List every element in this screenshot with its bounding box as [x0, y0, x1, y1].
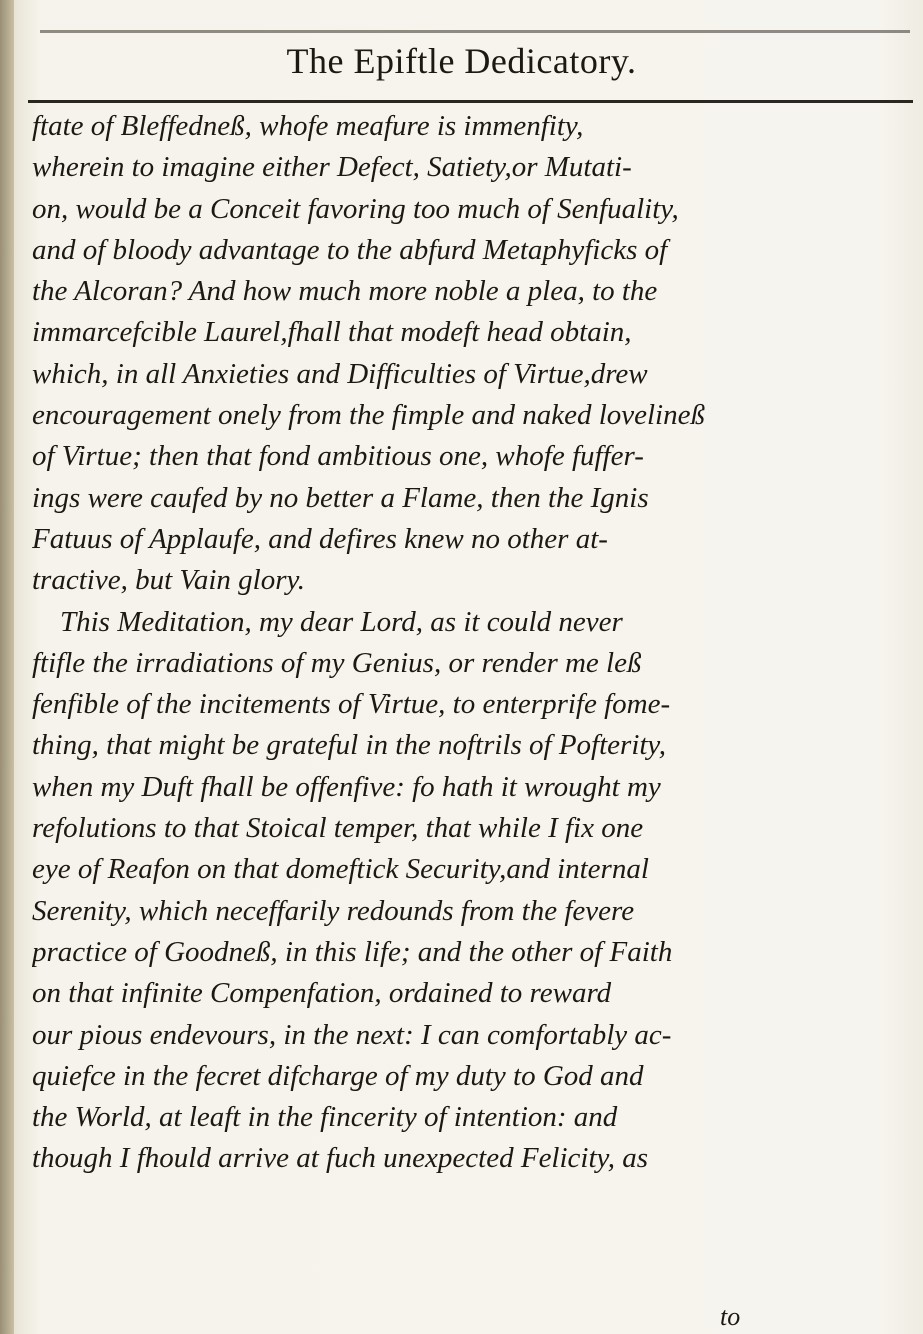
- text-line: encouragement onely from the fimple and naked lovelineß: [32, 399, 705, 432]
- text-line: practice of Goodneß, in this life; and the other of Faith: [32, 935, 673, 968]
- text-line: quiefce in the fecret difcharge of my duty to God and: [32, 1059, 644, 1092]
- book-binding-edge: [0, 0, 14, 1334]
- text-line: and of bloody advantage to the abfurd Metaphyficks of: [32, 233, 668, 266]
- text-line: ftate of Bleffedneß, whofe meafure is immenfity,: [32, 110, 584, 142]
- text-line: when my Duft fhall be offenfive: fo hath it wrought my: [32, 770, 661, 803]
- text-line: Fatuus of Applaufe, and defires knew no other at-: [32, 522, 608, 555]
- body-text: [32, 106, 892, 1180]
- text-line: which, in all Anxieties and Difficulties of Virtue,drew: [32, 357, 648, 390]
- text-line: the World, at leaft in the fincerity of intention: and: [32, 1101, 618, 1134]
- text-line: of Virtue; then that fond ambitious one, whofe fuffer-: [32, 440, 644, 473]
- text-line: eye of Reafon on that domeftick Security,and internal: [32, 853, 649, 886]
- text-line: wherein to imagine either Defect, Satiety,or Mutati-: [32, 151, 632, 184]
- top-rule: [40, 30, 910, 33]
- text-line: fenfible of the incitements of Virtue, to enterprife fome-: [32, 688, 671, 721]
- text-line: the Alcoran? And how much more noble a plea, to the: [32, 275, 658, 308]
- text-line: ftifle the irradiations of my Genius, or render me leß: [32, 646, 642, 679]
- text-line: though I fhould arrive at fuch unexpected Felicity, as: [32, 1142, 649, 1175]
- text-line: Serenity, which neceffarily redounds from the fevere: [32, 894, 635, 927]
- text-line: immarcefcible Laurel,fhall that modeft head obtain,: [32, 316, 632, 349]
- catchword: to: [720, 1302, 741, 1331]
- text-line: tractive, but Vain glory.: [32, 564, 306, 597]
- paragraph-start-line: This Meditation, my dear Lord, as it could never: [60, 605, 623, 638]
- text-line: on that infinite Compenfation, ordained to reward: [32, 977, 612, 1010]
- running-head-title: The Epiftle Dedicatory.: [286, 41, 637, 81]
- text-line: ings were caufed by no better a Flame, then the Ignis: [32, 481, 649, 514]
- text-line: refolutions to that Stoical temper, that while I fix one: [32, 812, 644, 845]
- text-line: our pious endevours, in the next: I can comfortably ac-: [32, 1018, 672, 1051]
- header-rule: [28, 100, 913, 103]
- text-line: on, would be a Conceit favoring too much of Senfuality,: [32, 192, 679, 225]
- text-line: thing, that might be grateful in the noftrils of Pofterity,: [32, 729, 666, 762]
